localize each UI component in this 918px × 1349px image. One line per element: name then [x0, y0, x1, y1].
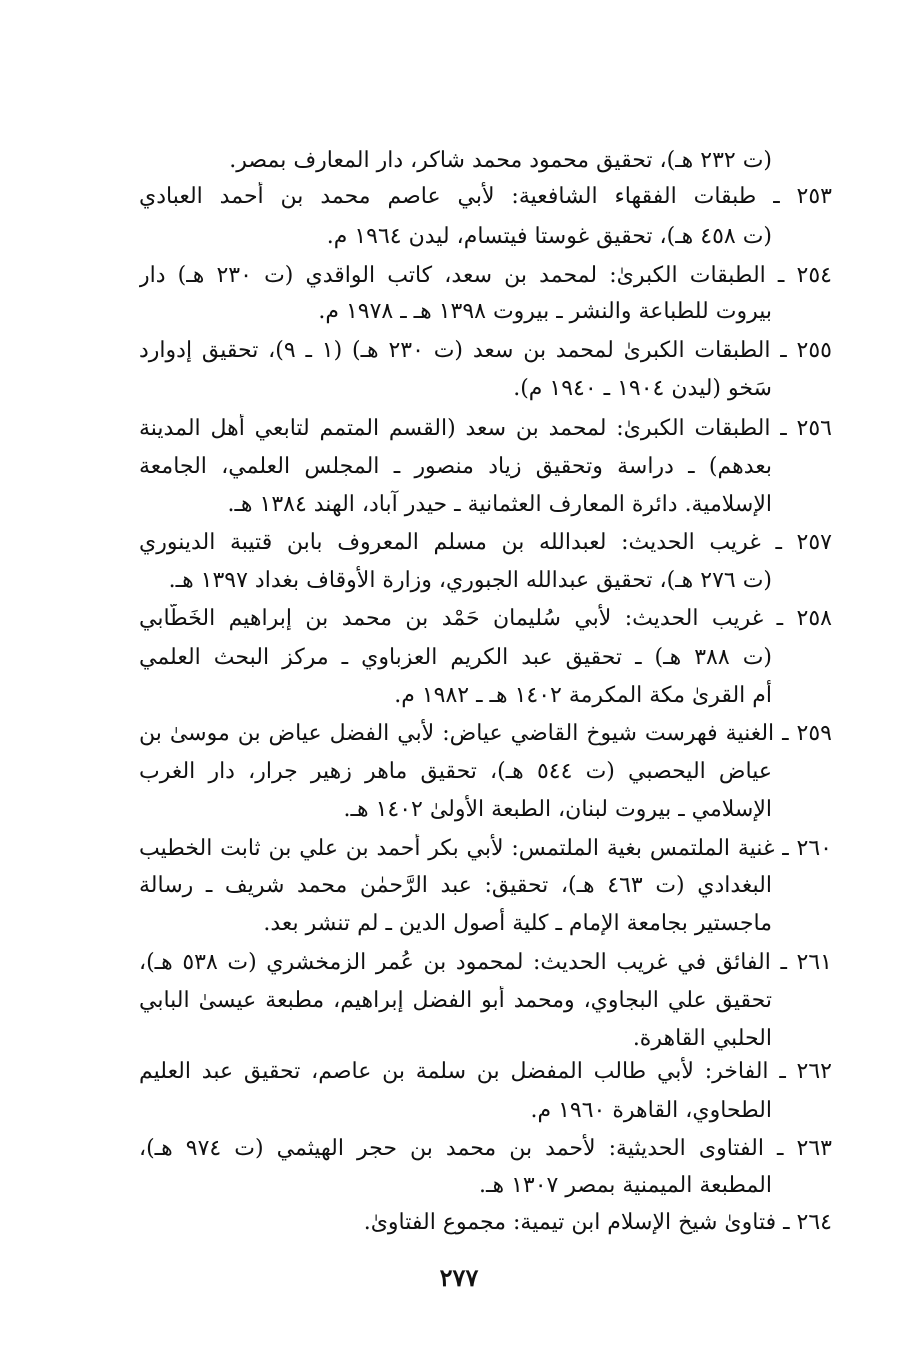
entry-253-cont	[327, 222, 772, 252]
entry-260-cont	[139, 871, 772, 901]
entry-256-cont	[227, 490, 772, 520]
line-text: ٢٦٤ ـ فتاوىٰ شيخ الإسلام ابن تيمية: مجموع الفتاوىٰ.	[363, 1210, 832, 1235]
entry-255	[139, 336, 832, 366]
entry-264	[364, 1208, 832, 1238]
entry-263-cont	[479, 1171, 772, 1201]
line-text: ٢٥٨ ـ غريب الحديث: لأبي سُليمان حَمْد بن محمد بن إبراهيم الخَطَّابي	[139, 606, 832, 631]
entry-258-cont	[394, 681, 772, 711]
line-text: بيروت للطباعة والنشر ـ بيروت ١٣٩٨ هـ ـ ١٩٧٨ م.	[318, 299, 772, 324]
line-text: ٢٥٦ ـ الطبقات الكبرىٰ: لمحمد بن سعد (القسم المتمم لتابعي أهل المدينة	[139, 416, 832, 441]
entry-261	[139, 948, 832, 978]
line-text: الإسلامي ـ بيروت لبنان، الطبعة الأولىٰ ١٤٠٢ هـ.	[343, 797, 772, 822]
line-text: بعدهم) ـ دراسة وتحقيق زياد منصور ـ المجلس العلمي، الجامعة	[139, 454, 772, 479]
entry-261-cont	[633, 1024, 772, 1054]
entry-260-cont	[263, 909, 772, 939]
line-text: الإسلامية. دائرة المعارف العثمانية ـ حيدر آباد، الهند ١٣٨٤ هـ.	[227, 492, 772, 517]
entry-continuation	[229, 146, 772, 176]
entry-255-cont	[513, 374, 772, 404]
line-text: (ت ٣٨٨ هـ) ـ تحقيق عبد الكريم العزباوي ـ مركز البحث العلمي	[139, 645, 772, 670]
line-text: ٢٦٢ ـ الفاخر: لأبي طالب المفضل بن سلمة بن عاصم، تحقيق عبد العليم	[139, 1059, 832, 1084]
line-text: ٢٦١ ـ الفائق في غريب الحديث: لمحمود بن عُمر الزمخشري (ت ٥٣٨ هـ)،	[139, 950, 832, 975]
line-text: ٢٦٣ ـ الفتاوى الحديثية: لأحمد بن محمد بن حجر الهيثمي (ت ٩٧٤ هـ)،	[139, 1136, 832, 1161]
entry-254-cont	[318, 297, 772, 327]
line-text: تحقيق علي البجاوي، ومحمد أبو الفضل إبراهيم، مطبعة عيسىٰ البابي	[139, 988, 772, 1013]
entry-259	[139, 719, 832, 749]
entry-253	[139, 182, 832, 212]
entry-262	[139, 1057, 832, 1087]
line-text: ٢٦٠ ـ غنية الملتمس بغية الملتمس: لأبي بكر أحمد بن علي بن ثابت الخطيب	[139, 836, 832, 861]
page-number: ٢٧٧	[439, 1263, 479, 1292]
entry-259-cont	[139, 757, 772, 787]
entry-262-cont	[531, 1096, 773, 1126]
line-text: ماجستير بجامعة الإمام ـ كلية أصول الدين ـ لم تنشر بعد.	[263, 911, 772, 936]
line-text: المطبعة الميمنية بمصر ١٣٠٧ هـ.	[479, 1173, 772, 1198]
line-text: ٢٥٩ ـ الغنية فهرست شيوخ القاضي عياض: لأبي الفضل عياض بن موسىٰ بن	[139, 721, 832, 746]
entry-260	[139, 834, 832, 864]
line-text: عياض اليحصبي (ت ٥٤٤ هـ)، تحقيق ماهر زهير جرار، دار الغرب	[139, 759, 772, 784]
line-text: (ت ٢٣٢ هـ)، تحقيق محمود محمد شاكر، دار المعارف بمصر.	[229, 148, 772, 173]
entry-258	[139, 604, 832, 634]
entry-256	[139, 414, 832, 444]
line-text: ٢٥٤ ـ الطبقات الكبرىٰ: لمحمد بن سعد، كاتب الواقدي (ت ٢٣٠ هـ) دار	[139, 263, 832, 288]
entry-257-cont	[169, 566, 772, 596]
entry-258-cont	[139, 643, 772, 673]
entry-254	[139, 261, 832, 291]
line-text: ٢٥٣ ـ طبقات الفقهاء الشافعية: لأبي عاصم محمد بن أحمد العبادي	[139, 184, 832, 209]
entry-261-cont	[139, 986, 772, 1016]
line-text: الحلبي القاهرة.	[632, 1026, 772, 1051]
line-text: (ت ٢٧٦ هـ)، تحقيق عبدالله الجبوري، وزارة الأوقاف بغداد ١٣٩٧ هـ.	[168, 568, 772, 593]
line-text: الطحاوي، القاهرة ١٩٦٠ م.	[530, 1098, 772, 1123]
line-text: ٢٥٧ ـ غريب الحديث: لعبدالله بن مسلم المعروف بابن قتيبة الدينوري	[139, 530, 832, 555]
entry-257	[139, 528, 832, 558]
line-text: أم القرىٰ مكة المكرمة ١٤٠٢ هـ ـ ١٩٨٢ م.	[394, 683, 772, 708]
entry-263	[139, 1134, 832, 1164]
line-text: البغدادي (ت ٤٦٣ هـ)، تحقيق: عبد الرَّحمٰن محمد شريف ـ رسالة	[139, 873, 772, 898]
entry-256-cont	[139, 452, 772, 482]
line-text: سَخو (ليدن ١٩٠٤ ـ ١٩٤٠ م).	[513, 376, 772, 401]
line-text: (ت ٤٥٨ هـ)، تحقيق غوستا فيتسام، ليدن ١٩٦٤ م.	[326, 224, 772, 249]
entry-259-cont	[344, 795, 772, 825]
line-text: ٢٥٥ ـ الطبقات الكبرىٰ لمحمد بن سعد (ت ٢٣٠ هـ) (١ ـ ٩)، تحقيق إدوارد	[139, 338, 832, 363]
